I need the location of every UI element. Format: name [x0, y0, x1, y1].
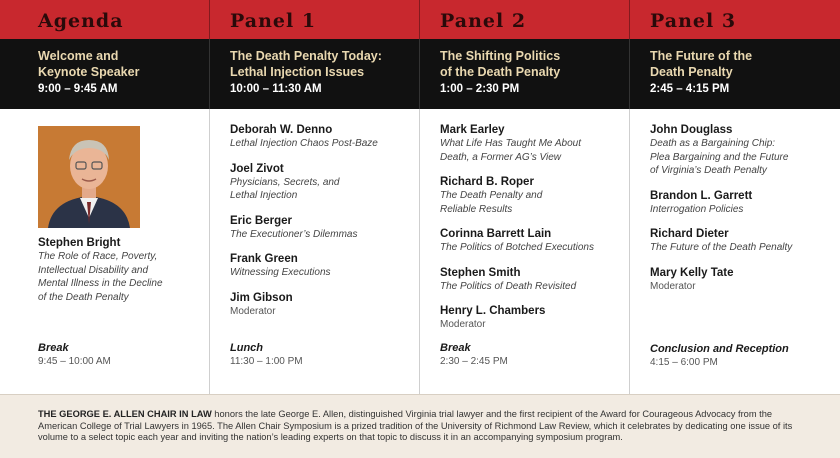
session-title-panel-1	[210, 39, 420, 109]
speaker	[650, 123, 832, 178]
session-titles	[0, 39, 840, 109]
speaker-name: Brandon L. Garrett	[650, 189, 753, 202]
keynote-speaker-photo	[38, 126, 140, 228]
speaker	[230, 252, 411, 280]
header-panel-2: Panel 2	[420, 0, 630, 39]
moderator	[230, 291, 411, 319]
speaker	[440, 227, 621, 255]
break-label: Break	[440, 342, 471, 354]
session-title: The Future of the Death Penalty	[650, 49, 753, 79]
talk-title: The Politics of Botched Executions	[440, 242, 594, 253]
speaker-name: Frank Green	[230, 253, 298, 265]
talk-title: The Role of Race, Poverty, Intellectual Disability and Mental Illness in the Decline of the Death Penalty	[38, 251, 163, 303]
speaker-role: Moderator	[440, 319, 486, 330]
speaker-name: Joel Zivot	[230, 162, 284, 175]
break-agenda	[38, 341, 111, 368]
speaker-name: Richard B. Roper	[440, 176, 534, 188]
session-title: The Shifting Politics of the Death Penalty	[440, 49, 561, 79]
column-panel-3	[630, 109, 840, 394]
keynote-speaker	[38, 236, 201, 304]
speaker	[230, 162, 411, 203]
talk-title: The Death Penalty and Reliable Results	[440, 190, 543, 215]
session-title: The Death Penalty Today: Lethal Injection Issues	[230, 49, 382, 79]
speaker-name: Corinna Barrett Lain	[440, 228, 552, 240]
session-time: 2:45 – 4:15 PM	[650, 83, 730, 95]
footer-note	[0, 394, 840, 458]
break-time: 2:30 – 2:45 PM	[440, 356, 508, 367]
speaker	[230, 214, 411, 242]
speaker-name: Mark Earley	[440, 124, 505, 136]
talk-title: The Executioner’s Dilemmas	[230, 228, 358, 240]
speaker	[650, 189, 832, 217]
column-panel-2	[420, 109, 630, 394]
talk-title: Witnessing Executions	[230, 267, 331, 278]
break-label: Conclusion and Reception	[650, 343, 789, 355]
talk-title: The Politics of Death Revisited	[440, 280, 577, 292]
break-time: 11:30 – 1:00 PM	[230, 356, 303, 367]
speaker	[440, 175, 621, 216]
break-panel-2	[440, 341, 508, 368]
column-headers	[0, 0, 840, 39]
header-panel-1: Panel 1	[210, 0, 420, 39]
speaker-role: Moderator	[650, 280, 696, 292]
moderator	[650, 266, 832, 294]
conclusion-reception	[650, 342, 789, 369]
session-time: 10:00 – 11:30 AM	[230, 83, 322, 95]
speaker-name: Henry L. Chambers	[440, 305, 546, 317]
speaker-name: Stephen Bright	[38, 237, 121, 249]
talk-title: Physicians, Secrets, and Lethal Injection	[230, 176, 340, 201]
break-time: 9:45 – 10:00 AM	[38, 356, 111, 367]
session-title-panel-2	[420, 39, 630, 109]
footer-lead: THE GEORGE E. ALLEN CHAIR IN LAW	[38, 409, 212, 419]
break-panel-1	[230, 341, 303, 368]
speaker-name: Richard Dieter	[650, 228, 729, 240]
speaker-name: Deborah W. Denno	[230, 124, 333, 136]
break-label: Lunch	[230, 342, 263, 354]
column-panel-1	[210, 109, 420, 394]
speaker	[440, 266, 621, 294]
speaker-name: Stephen Smith	[440, 266, 521, 279]
session-title-agenda	[0, 39, 210, 109]
footer-text: honors the late George E. Allen, distinguished Virginia trial lawyer and the first recipient of the Award for Courageous Advocacy from the American College of Trial Lawyers in 1965. The Allen Chair Symposium is a prized tradition of the University of Richmond Law Review, which it celebrates by dedicating one issue of its volume to a select topic each year and inviting the nation’s leading experts on that topic to discuss it in an accompanying symposium program.	[38, 409, 793, 442]
speaker-role: Moderator	[230, 305, 276, 317]
talk-title: Interrogation Policies	[650, 203, 744, 215]
talk-title: Death as a Bargaining Chip: Plea Bargaining and the Future of Virginia’s Death Penalty	[650, 138, 789, 176]
header-panel-3: Panel 3	[650, 10, 737, 32]
talk-title: The Future of the Death Penalty	[650, 242, 793, 253]
speaker-name: John Douglass	[650, 124, 733, 136]
session-time: 1:00 – 2:30 PM	[440, 83, 520, 95]
moderator	[440, 304, 621, 332]
session-title-panel-3	[630, 39, 840, 109]
speaker	[440, 123, 621, 164]
speaker-name: Jim Gibson	[230, 291, 293, 304]
speaker-name: Mary Kelly Tate	[650, 266, 734, 279]
speaker	[230, 123, 411, 151]
schedule-body	[0, 109, 840, 394]
break-label: Break	[38, 342, 69, 354]
session-title: Welcome and Keynote Speaker	[38, 49, 140, 79]
speaker	[650, 227, 832, 255]
break-time: 4:15 – 6:00 PM	[650, 357, 718, 368]
speaker-name: Eric Berger	[230, 214, 293, 227]
portrait-icon	[38, 126, 140, 228]
column-agenda	[0, 109, 210, 394]
session-time: 9:00 – 9:45 AM	[38, 83, 118, 95]
talk-title: Lethal Injection Chaos Post-Baze	[230, 138, 378, 149]
talk-title: What Life Has Taught Me About Death, a Former AG’s View	[440, 138, 582, 163]
header-agenda: Agenda	[0, 0, 210, 39]
